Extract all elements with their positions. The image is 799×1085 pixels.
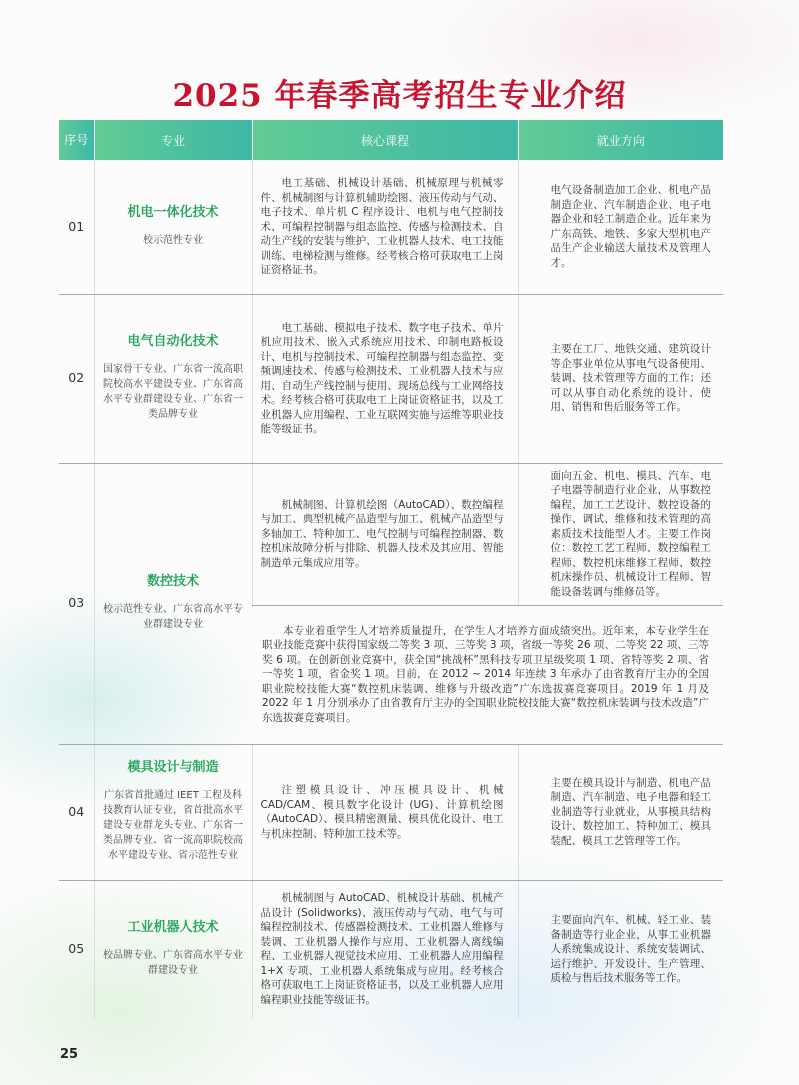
course-cell: 注塑模具设计、冲压模具设计、机械 CAD/CAM、模具数字化设计 (UG)、计算机绘图（AutoCAD）、模具精密测量、模具优化设计、电工与机床控制、特种加工技术等。 bbox=[252, 744, 518, 880]
page-number: 25 bbox=[60, 1047, 79, 1062]
row-number: 01 bbox=[59, 160, 94, 294]
header-major: 专业 bbox=[94, 120, 252, 160]
row-number: 04 bbox=[59, 744, 94, 880]
row-number: 02 bbox=[59, 294, 94, 463]
row-number: 05 bbox=[68, 941, 85, 956]
course-cell: 机械制图、计算机绘图（AutoCAD）、数控编程与加工、典型机械产品造型与加工、机械产品造型与多轴加工、特种加工、电气控制与可编程控制器、数控机床故障分析与排除、机器人技术及其应用、智能制造单元集成应用等。 bbox=[252, 463, 518, 605]
table-header-row bbox=[59, 120, 723, 160]
career-cell: 主要面向汽车、机械、轻工业、装备制造等行业企业，从事工业机器人系统集成设计、系统安装调试、运行维护、开发设计、生产管理、质检与售后技术服务等工作。 bbox=[518, 880, 723, 1018]
major-cell bbox=[94, 160, 252, 294]
table-row bbox=[59, 744, 723, 880]
course-cell: 电工基础、机械设计基础、机械原理与机械零件、机械制图与计算机辅助绘图、液压传动与气动、电子技术、单片机 C 程序设计、电机与电气控制技术、可编程控制器与组态监控、传感与检测技术、自动生产线的安装与维护、工业机器人技术、电工技能训练、电梯检测与维修。经考核合格可获取电工上岗证资格证书。 bbox=[252, 160, 518, 294]
table-row bbox=[59, 880, 723, 1018]
major-note: 校示范性专业 bbox=[143, 234, 203, 246]
page-title: 2025 年春季高考招生专业介绍 bbox=[172, 78, 627, 114]
course-cell: 电工基础、模拟电子技术、数字电子技术、单片机应用技术、嵌入式系统应用技术、印制电路板设计、电机与控制技术、可编程控制器与组态监控、变频调速技术、传感与检测技术、工业机器人技术与应用、自动生产线控制与使用、现场总线与工业网络技术。经考核合格可获取电工上岗证资格证书，以及工业机器人应用编程、工业互联网实施与运维等职业技能等级证书。 bbox=[252, 294, 518, 463]
career-cell: 主要在工厂、地铁交通、建筑设计等企事业单位从事电气设备使用、装调、技术管理等方面的工作；还可以从事自动化系统的设计、使用、销售和售后服务等工作。 bbox=[518, 294, 723, 463]
career-cell: 主要在模具设计与制造、机电产品制造、汽车制造、电子电器和轻工业制造等行业就业，从事模具结构设计、数控加工、特种加工、模具装配、模具工艺管理等工作。 bbox=[518, 744, 723, 880]
row-number: 03 bbox=[59, 463, 94, 744]
header-num: 序号 bbox=[59, 120, 94, 160]
major-name: 工业机器人技术 bbox=[127, 920, 219, 935]
major-cell bbox=[94, 744, 252, 880]
major-name: 模具设计与制造 bbox=[127, 760, 219, 776]
table-row bbox=[59, 160, 723, 294]
major-cell bbox=[94, 463, 252, 744]
major-note: 广东省首批通过 IEET 工程及科技教育认证专业，省首批高水平建设专业群龙头专业、广东省一类品牌专业、省一流高职院校高水平建设专业、省示范性专业 bbox=[103, 789, 243, 861]
major-cell bbox=[94, 880, 252, 1018]
major-note: 国家骨干专业、广东省一流高职院校高水平建设专业、广东省高水平专业群建设专业、广东省一类品牌专业 bbox=[103, 363, 243, 420]
career-cell: 电气设备制造加工企业、机电产品制造企业、汽车制造企业、电子电器企业和轻工制造企业。近年来为广东高铁、地铁、多家大型机电产品生产企业输送大量技术及管理人才。 bbox=[518, 160, 723, 294]
table-row bbox=[59, 294, 723, 463]
course-cell: 机械制图与 AutoCAD、机械设计基础、机械产品设计 (Solidworks)、液压传动与气动、电气与可编程控制技术、传感器检测技术、工业机器人维修与装调、工业机器人操作与应用、工业机器人离线编程、工业机器人视觉技术应用、工业机器人应用编程 1+X 专项、工业机器人系统集成与应用。经考核合格可获取电工上岗证资格证书，以及工业机器人应用编程职业技能等级证书。 bbox=[252, 880, 518, 1018]
major-note: 校示范性专业、广东省高水平专业群建设专业 bbox=[103, 603, 243, 630]
major-name: 机电一体化技术 bbox=[127, 205, 219, 220]
table-row bbox=[59, 463, 723, 605]
major-name: 数控技术 bbox=[146, 574, 199, 590]
major-cell bbox=[94, 294, 252, 463]
header-career: 就业方向 bbox=[518, 120, 723, 160]
career-cell: 面向五金、机电、模具、汽车、电子电器等制造行业企业，从事数控编程、加工工艺设计、数控设备的操作、调试、维修和技术管理的高素质技术技能型人才。主要工作岗位：数控工艺工程师、数控编程工程师、数控机床维修工程师、数控机床操作员、机械设计工程师、智能设备装调与维修员等。 bbox=[518, 463, 723, 605]
major-table bbox=[59, 120, 723, 1018]
achievements-cell: 本专业着重学生人才培养质量提升，在学生人才培养方面成绩突出。近年来，本专业学生在职业技能竞赛中获得国家级二等奖 3 项、三等奖 3 项，省级一等奖 26 项、二等奖 22 项、三等奖 6 项。在创新创业竞赛中，获全国“挑战杯”黑科技专项卫星级奖项 1 项、省特等奖 2 项、省一等奖 1 项，省金奖 1 项。目前，在 2012 ~ 2014 年连续 3 年承办了由省教育厅主办的全国职业院校技能大赛“数控机床装调、维修与升级改造”广东选拔赛竞赛项目。2019 年 1 月及 2022 年 1 月分别承办了由省教育厅主办的全国职业院校技能大赛“数控机床装调与技术改造”广东选拔赛竞赛项目。 bbox=[252, 605, 723, 744]
major-note: 校品牌专业、广东省高水平专业群建设专业 bbox=[103, 949, 243, 976]
major-name: 电气自动化技术 bbox=[127, 334, 219, 350]
header-course: 核心课程 bbox=[252, 120, 518, 160]
